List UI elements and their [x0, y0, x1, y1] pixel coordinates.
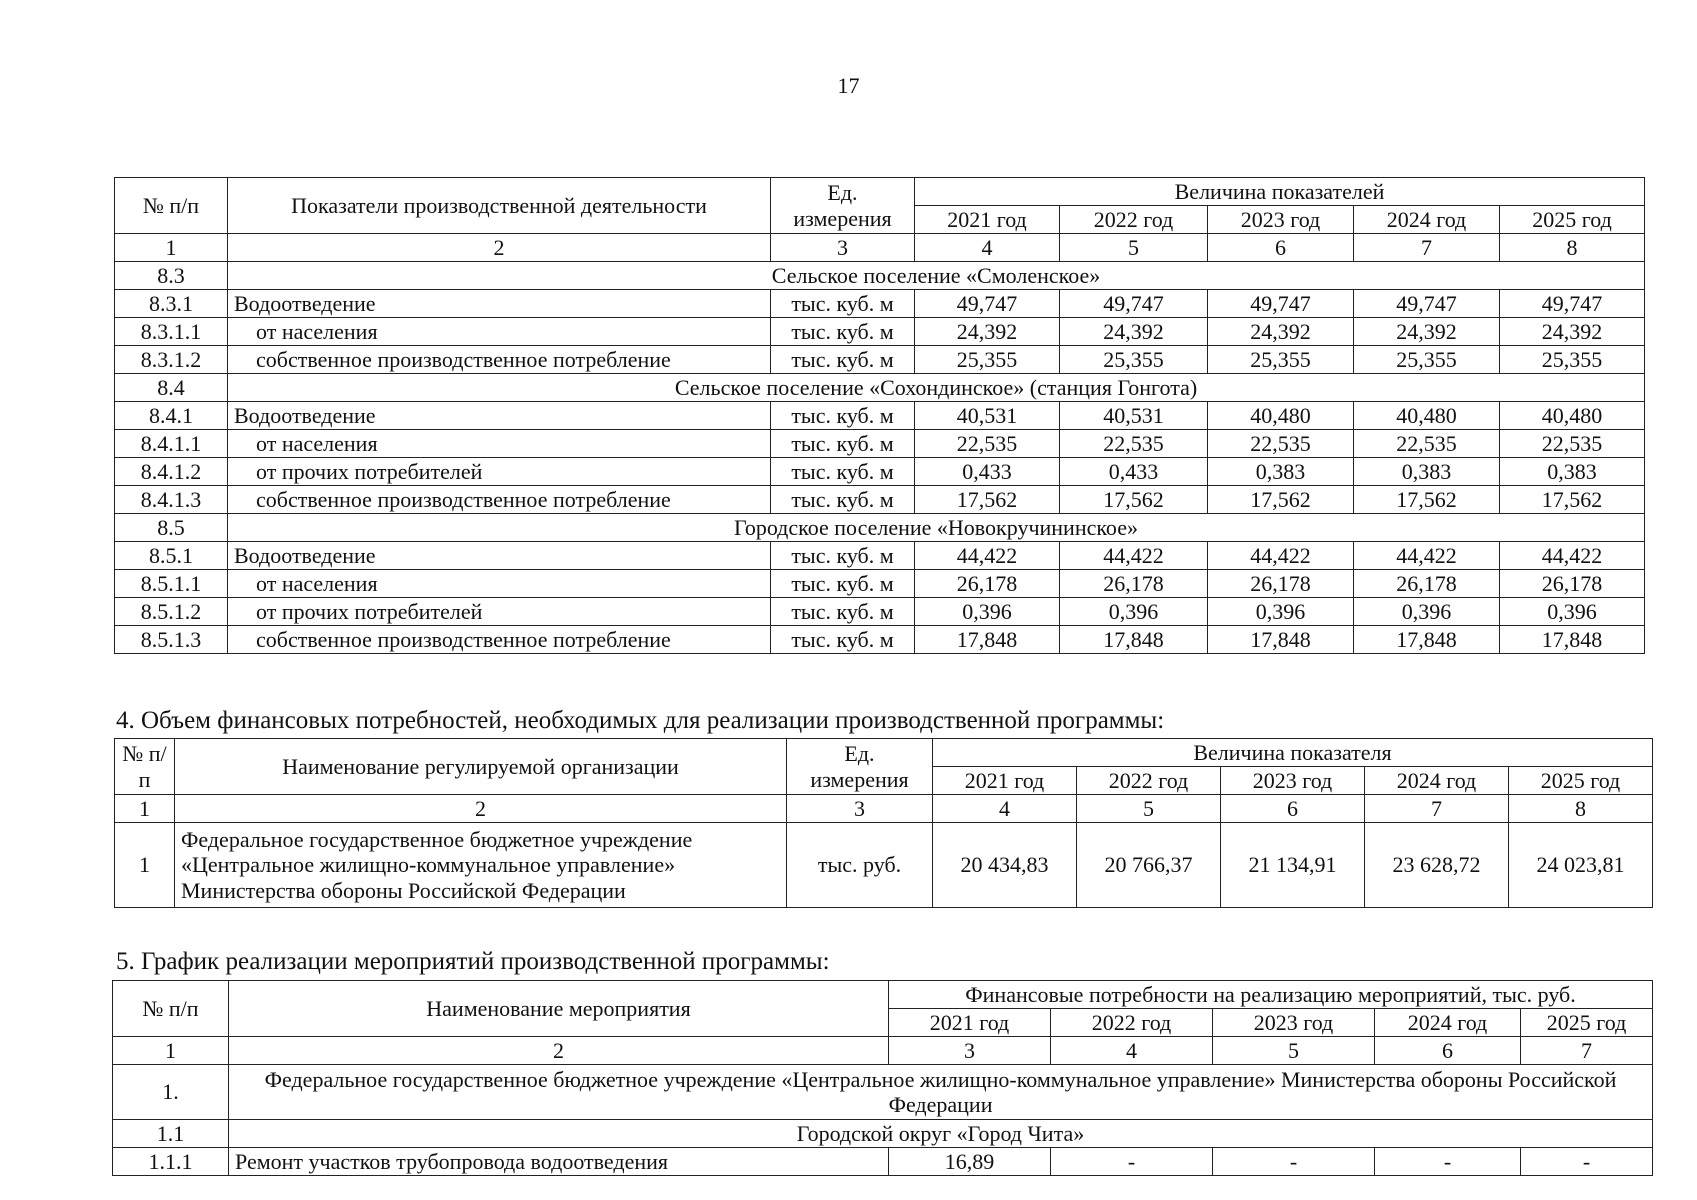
col-number: 1 — [115, 795, 175, 823]
value-cell: 0,433 — [915, 458, 1060, 486]
value-cell: 25,355 — [915, 346, 1060, 374]
col-number: 3 — [771, 234, 915, 262]
row-num: 8.4.1.1 — [115, 430, 228, 458]
col-number: 2 — [228, 234, 771, 262]
value-cell: - — [1213, 1148, 1375, 1176]
row-num: 8.4 — [115, 374, 228, 402]
row-unit: тыс. руб. — [787, 823, 933, 908]
table-row — [113, 1148, 1653, 1176]
value-cell: 0,383 — [1500, 458, 1645, 486]
value-cell: 49,747 — [1354, 290, 1500, 318]
col-number: 2 — [229, 1037, 889, 1065]
row-num: 8.3.1.1 — [115, 318, 228, 346]
value-cell: 22,535 — [1060, 430, 1208, 458]
table-row — [113, 1065, 1653, 1120]
section-title: Сельское поселение «Сохондинское» (станция Гонгота) — [228, 374, 1645, 402]
value-cell: - — [1051, 1148, 1213, 1176]
row-unit: тыс. куб. м — [771, 346, 915, 374]
value-cell: 0,383 — [1208, 458, 1354, 486]
value-cell: 0,396 — [1208, 598, 1354, 626]
value-cell: 24,392 — [1060, 318, 1208, 346]
header-year: 2023 год — [1221, 767, 1365, 795]
value-cell: 26,178 — [1500, 570, 1645, 598]
row-num: 8.5.1.1 — [115, 570, 228, 598]
value-cell: 0,433 — [1060, 458, 1208, 486]
value-cell: 17,562 — [1354, 486, 1500, 514]
indicator-name: собственное производственное потребление — [228, 486, 771, 514]
col-number: 7 — [1521, 1037, 1653, 1065]
row-num: 8.4.1.3 — [115, 486, 228, 514]
header-year: 2021 год — [933, 767, 1077, 795]
header-indicator: Показатели производственной деятельности — [228, 178, 771, 234]
value-cell: 17,562 — [1208, 486, 1354, 514]
row-unit: тыс. куб. м — [771, 430, 915, 458]
col-number: 4 — [1051, 1037, 1213, 1065]
value-cell: - — [1375, 1148, 1521, 1176]
table-row — [115, 290, 1645, 318]
value-cell: 22,535 — [1500, 430, 1645, 458]
value-cell: 26,178 — [915, 570, 1060, 598]
header-year: 2025 год — [1500, 206, 1645, 234]
col-number: 7 — [1354, 234, 1500, 262]
value-cell: 17,562 — [915, 486, 1060, 514]
value-cell: 40,480 — [1354, 402, 1500, 430]
col-number: 6 — [1208, 234, 1354, 262]
value-cell: 44,422 — [915, 542, 1060, 570]
value-cell: 49,747 — [1060, 290, 1208, 318]
table-row — [115, 430, 1645, 458]
row-num: 8.4.1.2 — [115, 458, 228, 486]
col-number: 2 — [175, 795, 787, 823]
org-name: Федеральное государственное бюджетное учреждение «Центральное жилищно-коммунальное управление» Министерства обороны Российской Федерации — [175, 823, 787, 908]
table-row — [115, 486, 1645, 514]
row-unit: тыс. куб. м — [771, 290, 915, 318]
production-indicators-table — [114, 177, 1645, 654]
header-num: № п/п — [115, 178, 228, 234]
indicator-name: от прочих потребителей — [228, 598, 771, 626]
value-cell: 26,178 — [1208, 570, 1354, 598]
col-number: 1 — [115, 234, 228, 262]
value-cell: 40,531 — [915, 402, 1060, 430]
header-event: Наименование мероприятия — [229, 981, 889, 1037]
header-num: № п/п — [115, 739, 175, 795]
value-cell: 0,396 — [1500, 598, 1645, 626]
indicator-name: от населения — [228, 430, 771, 458]
row-num: 8.5.1.3 — [115, 626, 228, 654]
value-cell: 49,747 — [915, 290, 1060, 318]
value-cell: 0,396 — [915, 598, 1060, 626]
value-cell: 44,422 — [1208, 542, 1354, 570]
col-number: 3 — [889, 1037, 1051, 1065]
value-cell: 17,848 — [915, 626, 1060, 654]
value-cell: 17,848 — [1060, 626, 1208, 654]
indicator-name: Водоотведение — [228, 542, 771, 570]
table-row — [115, 458, 1645, 486]
value-cell: 0,383 — [1354, 458, 1500, 486]
header-year: 2024 год — [1354, 206, 1500, 234]
table-row — [115, 823, 1653, 908]
section-row — [115, 262, 1645, 290]
header-year: 2025 год — [1521, 1009, 1653, 1037]
event-name: Ремонт участков трубопровода водоотведения — [229, 1148, 889, 1176]
header-year: 2021 год — [889, 1009, 1051, 1037]
value-cell: 0,396 — [1354, 598, 1500, 626]
value-cell: 49,747 — [1208, 290, 1354, 318]
table-row — [115, 318, 1645, 346]
header-year: 2021 год — [915, 206, 1060, 234]
value-cell: 20 766,37 — [1077, 823, 1221, 908]
section-row — [115, 514, 1645, 542]
header-year: 2024 год — [1365, 767, 1509, 795]
row-num: 1. — [113, 1065, 229, 1120]
value-cell: 0,396 — [1060, 598, 1208, 626]
row-num: 8.5 — [115, 514, 228, 542]
value-cell: 22,535 — [1208, 430, 1354, 458]
table-row — [115, 598, 1645, 626]
indicator-name: собственное производственное потребление — [228, 626, 771, 654]
row-unit: тыс. куб. м — [771, 402, 915, 430]
section-title: Городское поселение «Новокручининское» — [228, 514, 1645, 542]
row-unit: тыс. куб. м — [771, 458, 915, 486]
row-unit: тыс. куб. м — [771, 598, 915, 626]
events-schedule-table — [112, 980, 1653, 1176]
section-row — [115, 374, 1645, 402]
row-num: 8.3 — [115, 262, 228, 290]
table-row — [115, 346, 1645, 374]
header-year: 2023 год — [1213, 1009, 1375, 1037]
row-unit: тыс. куб. м — [771, 570, 915, 598]
header-values-group: Величина показателей — [915, 178, 1645, 206]
indicator-name: от населения — [228, 318, 771, 346]
row-unit: тыс. куб. м — [771, 542, 915, 570]
value-cell: 25,355 — [1208, 346, 1354, 374]
header-num: № п/п — [113, 981, 229, 1037]
production-indicators-body — [115, 262, 1645, 654]
col-number: 8 — [1509, 795, 1653, 823]
value-cell: 44,422 — [1500, 542, 1645, 570]
table-row — [113, 1120, 1653, 1148]
page-number: 17 — [837, 73, 860, 98]
col-number: 4 — [915, 234, 1060, 262]
value-cell: 16,89 — [889, 1148, 1051, 1176]
value-cell: 49,747 — [1500, 290, 1645, 318]
indicator-name: Водоотведение — [228, 402, 771, 430]
indicator-name: от населения — [228, 570, 771, 598]
table-row — [115, 626, 1645, 654]
section-5-heading: 5. График реализации мероприятий производственной программы: — [116, 948, 830, 975]
value-cell: 26,178 — [1060, 570, 1208, 598]
col-number: 8 — [1500, 234, 1645, 262]
org-name: Федеральное государственное бюджетное учреждение «Центральное жилищно-коммунальное управление» Министерства обороны Российской Федерации — [229, 1065, 1653, 1120]
row-num: 1.1 — [113, 1120, 229, 1148]
indicator-name: собственное производственное потребление — [228, 346, 771, 374]
value-cell: 44,422 — [1060, 542, 1208, 570]
financial-needs-table — [114, 738, 1653, 908]
header-values-group: Финансовые потребности на реализацию мероприятий, тыс. руб. — [889, 981, 1653, 1009]
value-cell: 26,178 — [1354, 570, 1500, 598]
header-year: 2022 год — [1077, 767, 1221, 795]
row-unit: тыс. куб. м — [771, 486, 915, 514]
header-year: 2023 год — [1208, 206, 1354, 234]
col-number: 3 — [787, 795, 933, 823]
header-year: 2025 год — [1509, 767, 1653, 795]
col-number: 4 — [933, 795, 1077, 823]
table-row — [115, 570, 1645, 598]
value-cell: - — [1521, 1148, 1653, 1176]
value-cell: 17,848 — [1500, 626, 1645, 654]
value-cell: 21 134,91 — [1221, 823, 1365, 908]
col-number: 6 — [1221, 795, 1365, 823]
value-cell: 24,392 — [1500, 318, 1645, 346]
header-values-group: Величина показателя — [933, 739, 1653, 767]
row-unit: тыс. куб. м — [771, 318, 915, 346]
value-cell: 24,392 — [915, 318, 1060, 346]
value-cell: 22,535 — [1354, 430, 1500, 458]
indicator-name: Водоотведение — [228, 290, 771, 318]
section-title: Сельское поселение «Смоленское» — [228, 262, 1645, 290]
section-4-heading: 4. Объем финансовых потребностей, необходимых для реализации производственной программы: — [116, 707, 1165, 734]
col-number: 5 — [1060, 234, 1208, 262]
row-num: 8.5.1 — [115, 542, 228, 570]
value-cell: 25,355 — [1500, 346, 1645, 374]
value-cell: 40,480 — [1208, 402, 1354, 430]
value-cell: 17,562 — [1060, 486, 1208, 514]
value-cell: 20 434,83 — [933, 823, 1077, 908]
value-cell: 44,422 — [1354, 542, 1500, 570]
value-cell: 25,355 — [1060, 346, 1208, 374]
row-num: 1.1.1 — [113, 1148, 229, 1176]
value-cell: 22,535 — [915, 430, 1060, 458]
col-number: 1 — [113, 1037, 229, 1065]
header-unit: Ед. измерения — [787, 739, 933, 795]
row-num: 8.3.1.2 — [115, 346, 228, 374]
row-unit: тыс. куб. м — [771, 626, 915, 654]
header-year: 2024 год — [1375, 1009, 1521, 1037]
indicator-name: от прочих потребителей — [228, 458, 771, 486]
value-cell: 24 023,81 — [1509, 823, 1653, 908]
value-cell: 24,392 — [1354, 318, 1500, 346]
header-org: Наименование регулируемой организации — [175, 739, 787, 795]
section-title: Городской округ «Город Чита» — [229, 1120, 1653, 1148]
value-cell: 17,848 — [1208, 626, 1354, 654]
value-cell: 25,355 — [1354, 346, 1500, 374]
value-cell: 40,531 — [1060, 402, 1208, 430]
row-num: 8.3.1 — [115, 290, 228, 318]
col-number: 5 — [1213, 1037, 1375, 1065]
header-unit: Ед. измерения — [771, 178, 915, 234]
col-number: 5 — [1077, 795, 1221, 823]
value-cell: 17,562 — [1500, 486, 1645, 514]
table-row — [115, 402, 1645, 430]
header-year: 2022 год — [1060, 206, 1208, 234]
header-year: 2022 год — [1051, 1009, 1213, 1037]
col-number: 7 — [1365, 795, 1509, 823]
value-cell: 17,848 — [1354, 626, 1500, 654]
value-cell: 24,392 — [1208, 318, 1354, 346]
value-cell: 40,480 — [1500, 402, 1645, 430]
row-num: 1 — [115, 823, 175, 908]
row-num: 8.4.1 — [115, 402, 228, 430]
col-number: 6 — [1375, 1037, 1521, 1065]
table-row — [115, 542, 1645, 570]
row-num: 8.5.1.2 — [115, 598, 228, 626]
value-cell: 23 628,72 — [1365, 823, 1509, 908]
